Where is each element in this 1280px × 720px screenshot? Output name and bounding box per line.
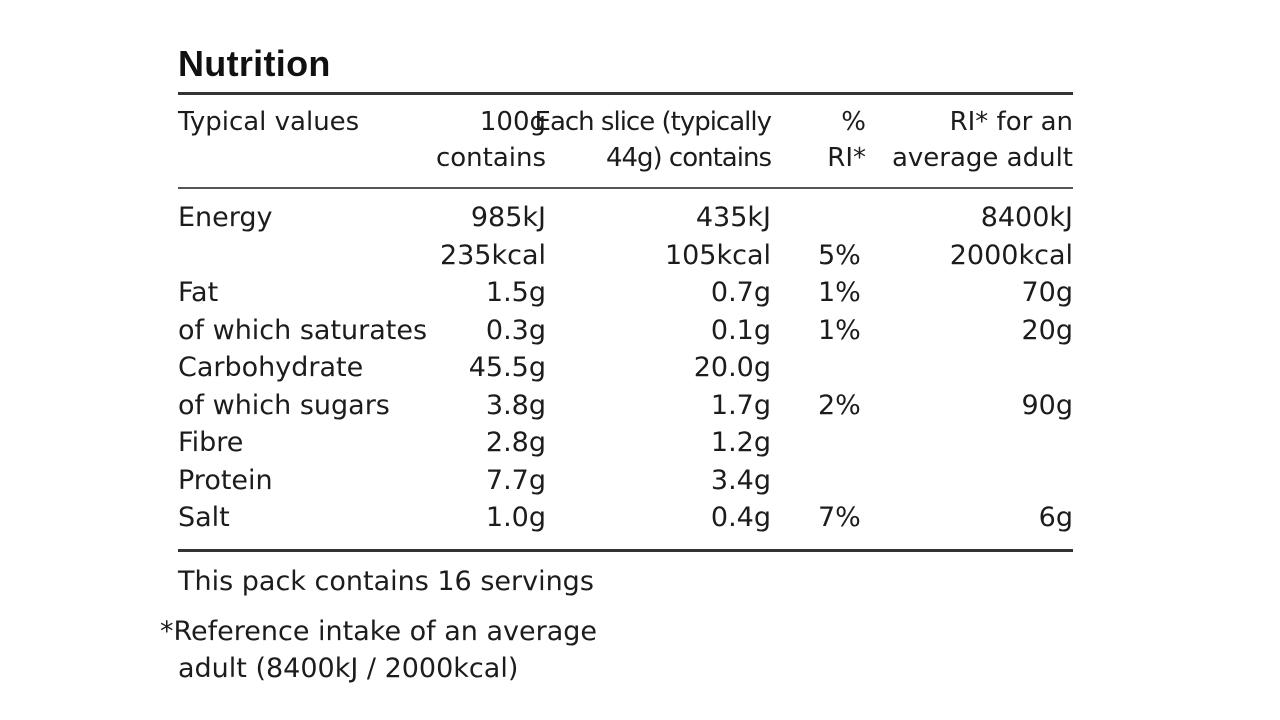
header-ri-adult-line2: average adult xyxy=(891,143,1073,173)
row-per-slice: 0.4g xyxy=(710,502,771,533)
row-label: Salt xyxy=(178,502,230,533)
servings-note: This pack contains 16 servings xyxy=(178,566,594,597)
row-per-slice: 0.7g xyxy=(710,277,771,308)
row-per-slice: 1.7g xyxy=(710,389,771,421)
table-row xyxy=(178,424,1073,462)
bottom-rule xyxy=(178,549,1073,552)
header-ri-adult-line1: RI* for an xyxy=(949,107,1073,137)
table-row xyxy=(178,349,1073,387)
row-percent-ri: 1% xyxy=(818,314,861,346)
table-row xyxy=(178,499,1073,537)
header-per-slice-line1: Each slice (typically xyxy=(534,107,771,137)
row-ri-adult: 90g xyxy=(1021,389,1073,421)
row-ri-adult: 70g xyxy=(1021,277,1073,308)
row-percent-ri: 2% xyxy=(818,389,861,421)
row-per-100g: 3.8g xyxy=(485,389,546,421)
row-ri-adult: 20g xyxy=(1021,314,1073,346)
row-label: Fat xyxy=(178,277,219,308)
header-per-100g-line2: contains xyxy=(435,143,546,173)
header-per-slice xyxy=(535,104,771,176)
nutrition-panel xyxy=(178,42,1073,552)
row-per-100g: 1.5g xyxy=(485,277,546,308)
table-row xyxy=(178,237,1073,275)
row-ri-adult: 2000kcal xyxy=(949,239,1073,271)
row-per-100g: 45.5g xyxy=(468,352,546,383)
row-per-100g: 985kJ xyxy=(470,202,546,233)
row-per-100g: 1.0g xyxy=(485,502,546,533)
row-label: of which saturates xyxy=(178,314,428,346)
row-per-100g: 235kcal xyxy=(439,239,546,271)
row-ri-adult: 8400kJ xyxy=(980,202,1073,233)
header-percent-ri xyxy=(827,104,866,176)
row-percent-ri: 1% xyxy=(818,277,861,308)
table-row xyxy=(178,312,1073,350)
row-label: Protein xyxy=(178,464,273,496)
row-per-100g: 7.7g xyxy=(485,464,546,496)
row-per-slice: 435kJ xyxy=(695,202,771,233)
row-per-slice: 3.4g xyxy=(710,464,771,496)
table-body xyxy=(178,189,1073,549)
header-typical-label: Typical values xyxy=(178,107,360,137)
nutrition-title: Nutrition xyxy=(178,43,331,84)
header-typical-values xyxy=(178,104,359,140)
row-per-slice: 1.2g xyxy=(710,427,771,458)
row-label: Fibre xyxy=(178,427,244,458)
row-label: Energy xyxy=(178,202,273,233)
row-ri-adult: 6g xyxy=(1038,502,1073,533)
row-per-slice: 105kcal xyxy=(664,239,771,271)
header-percent-ri-line1: % xyxy=(841,107,866,137)
row-percent-ri: 5% xyxy=(818,239,861,271)
table-row xyxy=(178,462,1073,500)
table-header xyxy=(178,95,1073,187)
table-row xyxy=(178,274,1073,312)
row-label: of which sugars xyxy=(178,389,390,421)
table-row xyxy=(178,387,1073,425)
header-per-slice-line2: 44g) contains xyxy=(605,143,771,173)
row-per-100g: 0.3g xyxy=(485,314,546,346)
header-ri-average-adult xyxy=(892,104,1073,176)
row-per-100g: 2.8g xyxy=(485,427,546,458)
reference-note-line1: *Reference intake of an average xyxy=(160,616,598,647)
reference-intake-note xyxy=(160,613,597,687)
header-per-100g xyxy=(436,104,546,176)
header-percent-ri-line2: RI* xyxy=(827,143,866,173)
reference-note-line2: adult (8400kJ / 2000kcal) xyxy=(178,653,519,684)
row-per-slice: 0.1g xyxy=(710,314,771,346)
table-row xyxy=(178,199,1073,237)
header-per-100g-line1: 100g xyxy=(479,107,546,137)
row-per-slice: 20.0g xyxy=(693,352,771,383)
row-percent-ri: 7% xyxy=(818,502,861,533)
row-label: Carbohydrate xyxy=(178,352,364,383)
